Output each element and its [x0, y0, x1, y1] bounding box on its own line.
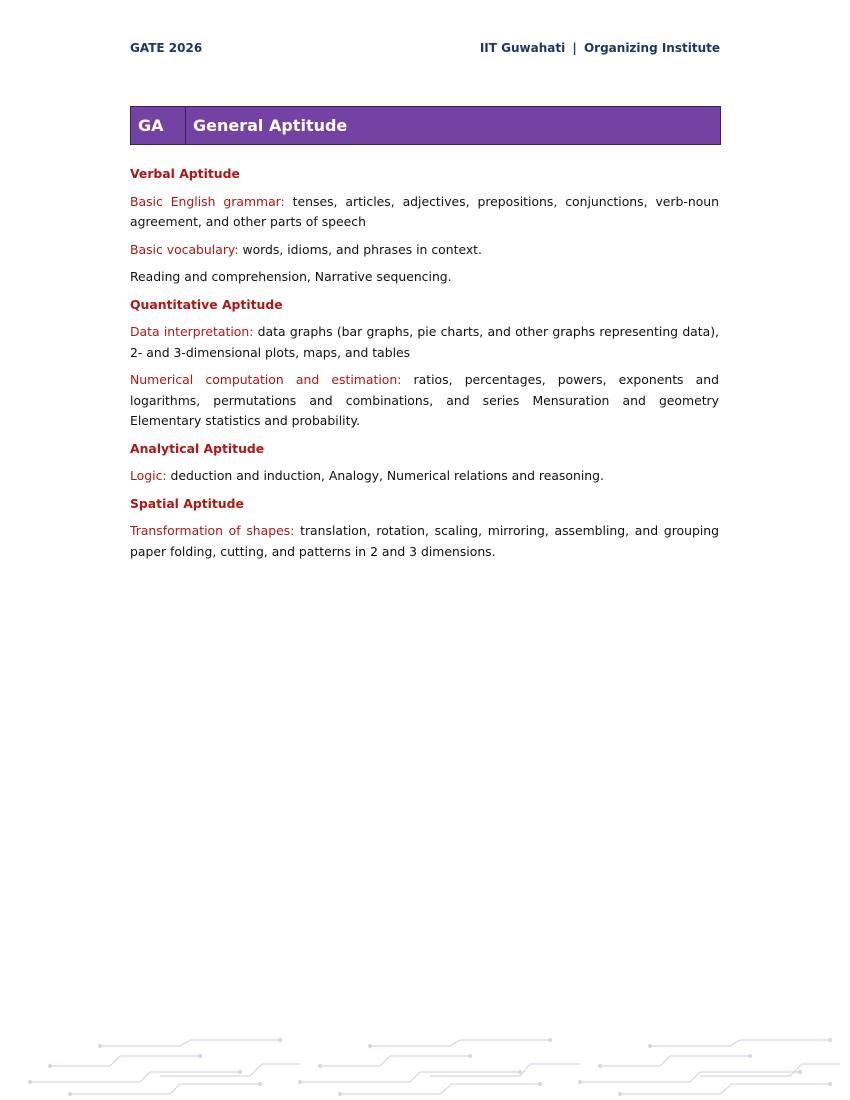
reading-paragraph: Reading and comprehension, Narrative sequencing. [130, 269, 452, 284]
data-interpretation-label: Data interpretation: [130, 324, 254, 339]
institute-role: Organizing Institute [583, 41, 720, 55]
circuit-lines-decoration-icon [0, 1036, 850, 1100]
numerical-label: Numerical computation and estimation: [130, 372, 402, 387]
institute-name: IIT Guwahati [479, 41, 566, 55]
vocabulary-label: Basic vocabulary: [130, 241, 239, 257]
vocabulary-paragraph [130, 240, 719, 261]
numerical-paragraph [130, 370, 719, 432]
transformation-paragraph [130, 521, 719, 562]
data-interpretation-text: data graphs (bar graphs, pie charts, and other graphs representing data), 2- and 3-dimensional plots, maps, and tables [130, 324, 719, 360]
institute-info [480, 41, 720, 55]
grammar-text: tenses, articles, adjectives, prepositions, conjunctions, verb-noun agreement, and other parts of speech [130, 193, 719, 229]
grammar-label: Basic English grammar: [130, 193, 285, 209]
numerical-text: ratios, percentages, powers, exponents and logarithms, permutations and combinations, and series Mensuration and geometry Elementary statistics and probability. [130, 372, 719, 428]
spatial-aptitude-heading: Spatial Aptitude [130, 495, 244, 511]
header-separator: | [572, 41, 577, 55]
analytical-aptitude-heading: Analytical Aptitude [130, 440, 265, 456]
grammar-paragraph [130, 192, 719, 233]
transformation-text: translation, rotation, scaling, mirroring, assembling, and grouping paper folding, cutting, and patterns in 2 and 3 dimensions. [130, 523, 719, 559]
page-header [130, 41, 720, 59]
logic-paragraph [130, 466, 719, 487]
transformation-label: Transformation of shapes: [130, 523, 295, 538]
vocabulary-text: words, idioms, and phrases in context. [238, 241, 482, 257]
logic-label: Logic: [130, 468, 167, 483]
data-interpretation-paragraph [130, 322, 719, 363]
section-title: General Aptitude [193, 116, 348, 135]
syllabus-content [130, 164, 719, 569]
exam-title: GATE 2026 [130, 41, 203, 55]
quantitative-aptitude-heading: Quantitative Aptitude [130, 296, 283, 312]
section-code: GA [131, 107, 186, 144]
logic-text: deduction and induction, Analogy, Numerical relations and reasoning. [166, 468, 604, 483]
verbal-aptitude-heading: Verbal Aptitude [130, 166, 240, 181]
section-header-bar [130, 106, 721, 145]
